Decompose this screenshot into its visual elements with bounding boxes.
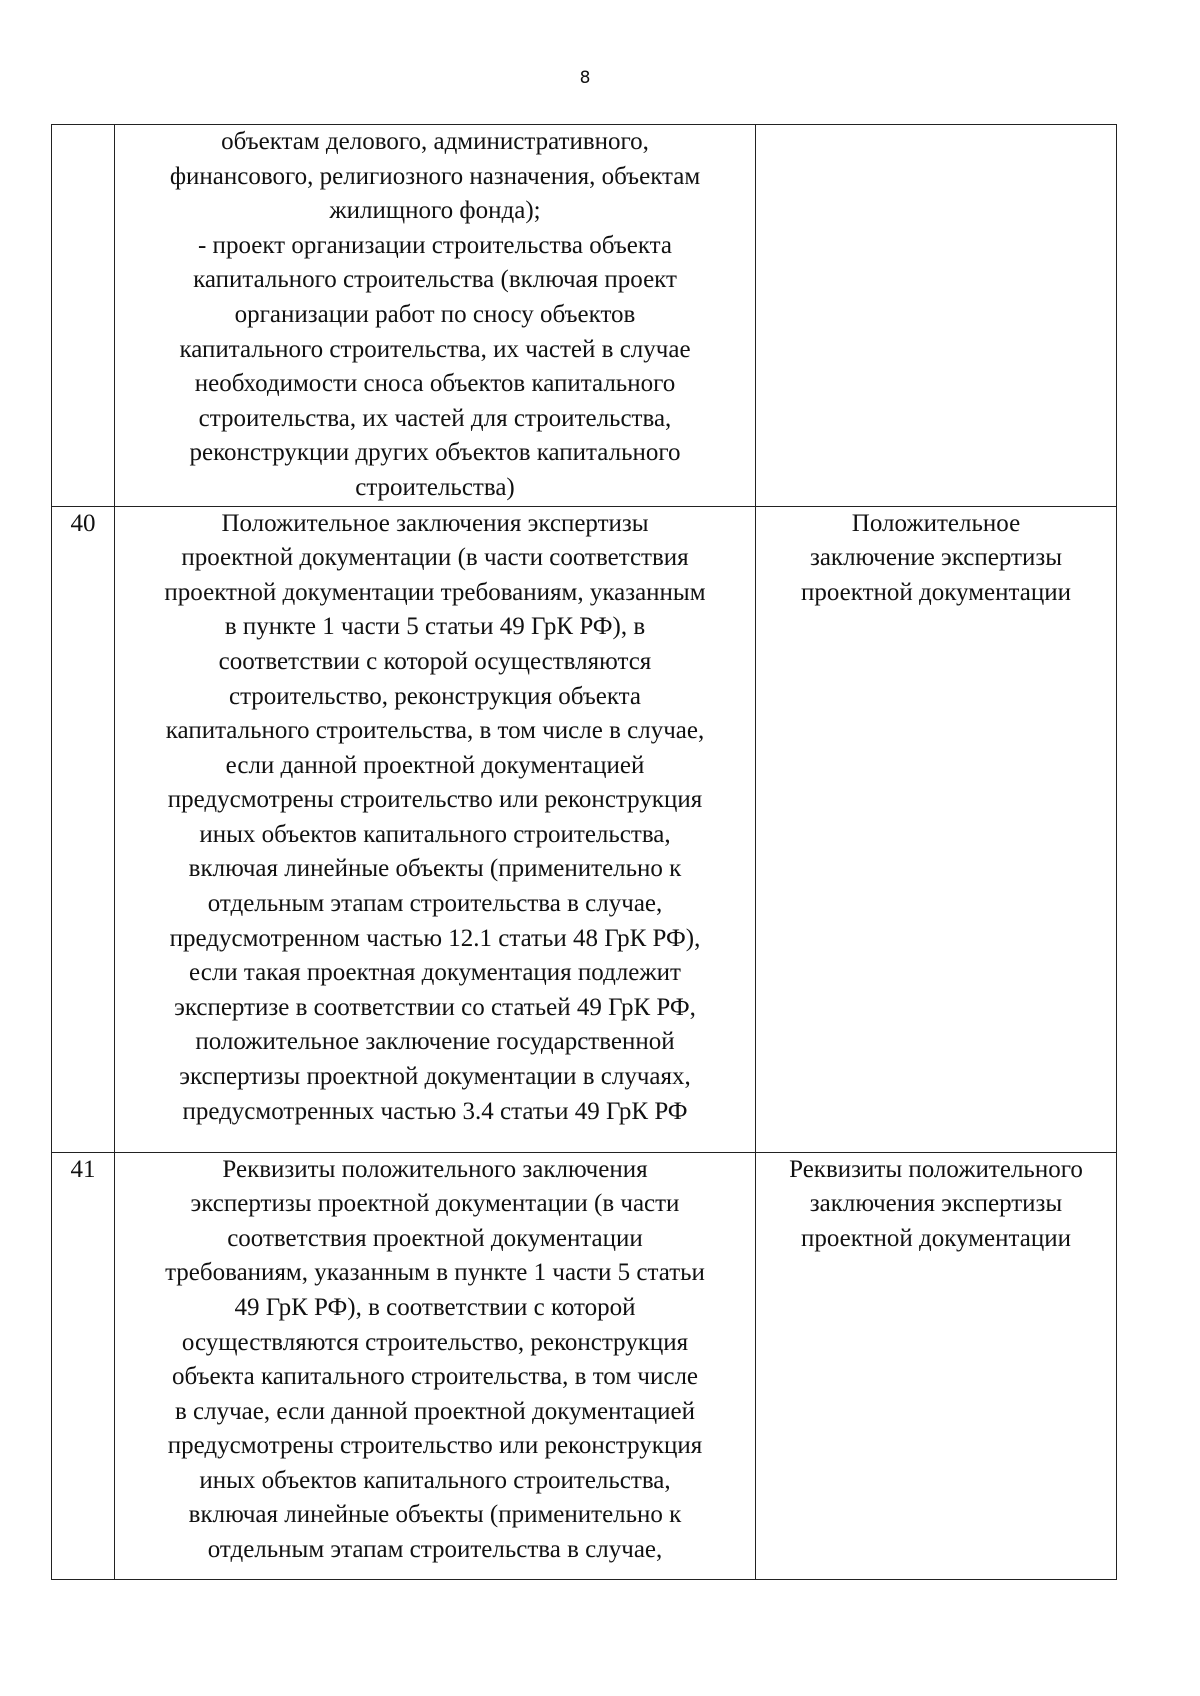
description-line: в случае, если данной проектной документацией bbox=[174, 1397, 696, 1425]
description-line: предусмотрены строительство или реконструкция bbox=[167, 786, 703, 814]
description-line: Реквизиты положительного заключения bbox=[222, 1155, 648, 1183]
description-line: реконструкции других объектов капитального bbox=[189, 439, 681, 467]
description-line: соответствии с которой осуществляются bbox=[218, 647, 652, 675]
value-line: Реквизиты положительного bbox=[789, 1155, 1083, 1183]
description-line: экспертизы проектной документации (в части bbox=[190, 1190, 680, 1218]
description-line: строительства) bbox=[355, 473, 515, 501]
description-line: экспертизы проектной документации в случаях, bbox=[179, 1063, 691, 1091]
description-line: если такая проектная документация подлежит bbox=[189, 959, 681, 987]
description-line: включая линейные объекты (применительно к bbox=[188, 1501, 682, 1529]
table-row bbox=[52, 125, 1117, 507]
description-line: иных объектов капитального строительства, bbox=[199, 820, 671, 848]
description-line: предусмотренном частью 12.1 статьи 48 ГрК РФ), bbox=[169, 924, 701, 952]
row-number: 41 bbox=[52, 1152, 115, 1579]
description-line: если данной проектной документацией bbox=[225, 751, 645, 779]
row-description bbox=[115, 1152, 756, 1579]
description-line: 49 ГрК РФ), в соответствии с которой bbox=[234, 1293, 636, 1321]
row-number: 40 bbox=[52, 506, 115, 1152]
description-line: проектной документации (в части соответствия bbox=[181, 544, 689, 572]
description-line: необходимости сноса объектов капитального bbox=[194, 370, 676, 398]
description-line: объектам делового, административного, bbox=[221, 128, 649, 155]
value-line: проектной документации bbox=[801, 578, 1071, 606]
value-line: заключения экспертизы bbox=[809, 1190, 1063, 1218]
description-line: объекта капитального строительства, в том числе bbox=[171, 1363, 699, 1391]
value-line: проектной документации bbox=[801, 1224, 1071, 1252]
description-line: строительство, реконструкция объекта bbox=[228, 682, 642, 710]
value-line: заключение экспертизы bbox=[809, 544, 1063, 572]
row-number bbox=[52, 125, 115, 507]
description-line: строительства, их частей для строительства, bbox=[198, 404, 672, 432]
row-value bbox=[756, 506, 1117, 1152]
value-line: Положительное bbox=[851, 509, 1021, 537]
description-line: - проект организации строительства объекта bbox=[197, 231, 673, 259]
description-line: положительное заключение государственной bbox=[195, 1028, 675, 1056]
row-value bbox=[756, 125, 1117, 507]
description-line: отдельным этапам строительства в случае, bbox=[207, 890, 663, 918]
description-line: капитального строительства (включая проект bbox=[193, 266, 677, 294]
description-line: экспертизе в соответствии со статьей 49 ГрК РФ, bbox=[174, 993, 696, 1021]
page-number: 8 bbox=[579, 68, 591, 88]
description-line: предусмотрены строительство или реконструкция bbox=[167, 1432, 703, 1460]
description-line: соответствия проектной документации bbox=[227, 1224, 643, 1252]
description-line: капитального строительства, их частей в случае bbox=[179, 335, 691, 363]
description-line: включая линейные объекты (применительно к bbox=[188, 855, 682, 883]
requirements-table bbox=[51, 124, 1117, 1580]
description-line: капитального строительства, в том числе в случае, bbox=[165, 717, 705, 745]
row-description bbox=[115, 125, 756, 507]
table-row bbox=[52, 1152, 1117, 1579]
description-line: проектной документации требованиям, указанным bbox=[164, 578, 706, 606]
description-line: финансового, религиозного назначения, объектам bbox=[169, 162, 701, 190]
row-description bbox=[115, 506, 756, 1152]
row-value bbox=[756, 1152, 1117, 1579]
description-line: отдельным этапам строительства в случае, bbox=[207, 1536, 663, 1564]
description-line: Положительное заключения экспертизы bbox=[221, 509, 649, 537]
description-line: требованиям, указанным в пункте 1 части 5 статьи bbox=[165, 1259, 705, 1287]
description-line: предусмотренных частью 3.4 статьи 49 ГрК РФ bbox=[182, 1097, 688, 1125]
description-line: жилищного фонда); bbox=[329, 197, 541, 225]
description-line: иных объектов капитального строительства, bbox=[199, 1466, 671, 1494]
table-row bbox=[52, 506, 1117, 1152]
description-line: в пункте 1 части 5 статьи 49 ГрК РФ), в bbox=[224, 613, 646, 641]
description-line: осуществляются строительство, реконструкция bbox=[181, 1328, 689, 1356]
description-line: организации работ по сносу объектов bbox=[234, 300, 636, 328]
